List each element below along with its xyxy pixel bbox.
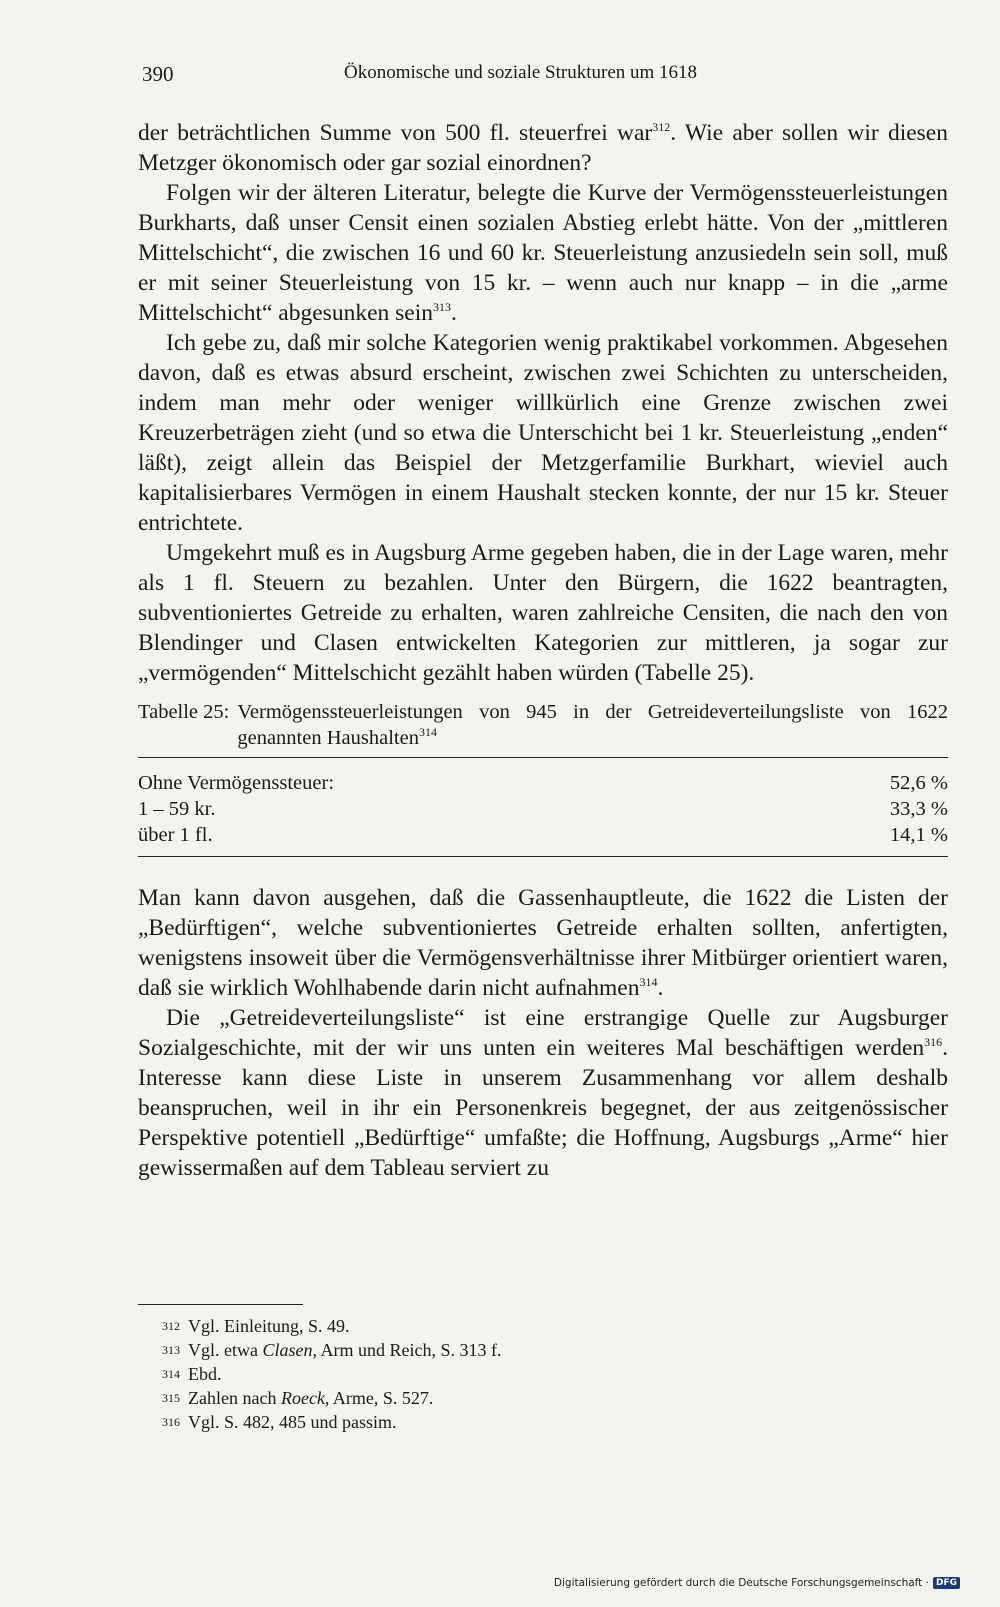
text-run: .: [657, 975, 664, 1001]
row-label: Ohne Vermögenssteuer:: [138, 772, 335, 794]
table-bottom-rule: [138, 856, 948, 857]
text-run: Arm und Reich, S. 313 f.: [317, 1340, 502, 1360]
footnote: [162, 1386, 502, 1410]
text-run: Die „Getreideverteilungsliste“ ist eine erstrangige Quelle zur Augsburger Sozialgeschichte, mit der wir uns unten ein weiteres Mal beschäftigen werden: [138, 1005, 948, 1061]
row-label: über 1 fl.: [138, 824, 213, 846]
text-run: Vgl. etwa: [188, 1340, 263, 1360]
table-row: [138, 770, 948, 796]
page-number: 390: [142, 62, 174, 86]
footnote: [162, 1410, 502, 1434]
author-name: Clasen,: [262, 1340, 317, 1360]
table-caption: [138, 699, 948, 751]
text-run: Arme, S. 527.: [329, 1388, 434, 1408]
table-caption-label: Tabelle 25:: [138, 701, 230, 723]
author-name: Roeck,: [280, 1388, 330, 1408]
footnote-ref: 314: [639, 975, 658, 990]
row-value: 14,1 %: [889, 824, 948, 846]
running-title: Ökonomische und soziale Strukturen um 1618: [344, 62, 698, 83]
paragraphs-after-table: [138, 883, 948, 1183]
footnote-ref: 316: [924, 1035, 943, 1050]
footnotes: [162, 1314, 502, 1434]
text-run: Vgl. S. 482, 485 und passim.: [188, 1412, 397, 1432]
paragraph: [138, 538, 948, 688]
text-run: Zahlen nach: [188, 1388, 281, 1408]
text-run: Man kann davon ausgehen, daß die Gassenhauptleute, die 1622 die Listen der „Bedürftigen“, welche subventioniertes Getreide erhalten sollten, anfertigten, wenigstens insoweit über die Vermögensverhältnisse ihrer Mitbürger orientiert waren, daß sie wirklich Wohlhabende darin nicht aufnahmen: [138, 885, 948, 1001]
credit-text: Digitalisierung gefördert durch die Deutsche Forschungsgemeinschaft ·: [553, 1577, 929, 1589]
table-row: [138, 796, 948, 822]
footnote-number: 314: [162, 1367, 180, 1381]
paragraph: [138, 118, 948, 178]
text-run: Umgekehrt muß es in Augsburg Arme gegeben haben, die in der Lage waren, mehr als 1 fl. Steuern zu bezahlen. Unter den Bürgern, die 1622 beantragten, subventioniertes Getreide zu erhalten, waren zahlreiche Censiten, die nach den von Blendinger und Clasen entwickelten Kategorien zur mittleren, ja sogar zur „vermögenden“ Mittelschicht gezählt haben würden (Tabelle 25).: [138, 540, 948, 686]
paragraph: [138, 1003, 948, 1183]
text-run: .: [450, 300, 457, 326]
footnote-number: 313: [162, 1343, 180, 1357]
footnote-ref: 312: [652, 120, 671, 135]
text-run: . Interesse kann diese Liste in unserem Zusammenhang vor allem deshalb beanspruchen, weil in ihr ein Personenkreis begegnet, der aus zeitgenössischer Perspektive potentiell „Bedürftige“ umfaßte; die Hoffnung, Augsburgs „Arme“ hier gewissermaßen auf dem Tableau serviert zu: [138, 1035, 948, 1181]
dfg-logo: DFG: [933, 1577, 960, 1589]
text-run: . Wie aber sollen wir diesen Metzger ökonomisch oder gar sozial einordnen?: [138, 120, 948, 176]
footnote-rule: [138, 1304, 303, 1305]
table-body: [138, 770, 948, 848]
text-run: Vgl. Einleitung, S. 49.: [188, 1316, 350, 1336]
footnote-number: 312: [162, 1319, 180, 1333]
paragraph: [138, 178, 948, 328]
footnote-number: 315: [162, 1391, 180, 1405]
text-run: Ebd.: [188, 1364, 222, 1384]
text-run: der beträchtlichen Summe von 500 fl. steuerfrei war: [138, 120, 653, 146]
digitization-credit: [554, 1577, 960, 1589]
table-top-rule: [138, 757, 948, 758]
paragraphs-before-table: [138, 118, 948, 688]
table-row: [138, 822, 948, 848]
row-value: 52,6 %: [889, 772, 948, 794]
paragraph: [138, 328, 948, 538]
footnote-number: 316: [162, 1415, 180, 1429]
paragraph: [138, 883, 948, 1003]
footnote: [162, 1338, 502, 1362]
text-run: Folgen wir der älteren Literatur, belegte die Kurve der Vermögenssteuerleistungen Burkharts, daß unser Censit einen sozialen Abstieg erlebt hätte. Von der „mittleren Mittelschicht“, die zwischen 16 und 60 kr. Steuerleistung anzusiedeln sein soll, muß er mit seiner Steuerleistung von 15 kr. – wenn auch nur knapp – in die „arme Mittelschicht“ abgesunken sein: [138, 180, 948, 326]
footnote: [162, 1314, 502, 1338]
footnote-ref: 313: [432, 300, 451, 315]
main-text: [138, 118, 948, 1183]
text-run: Ich gebe zu, daß mir solche Kategorien wenig praktikabel vorkommen. Abgesehen davon, daß es etwas absurd erscheint, zwischen zwei Schichten zu unterscheiden, indem man mehr oder weniger willkürlich eine Grenze zwischen zwei Kreuzerbeträgen zieht (und so etwa die Unterschicht bei 1 kr. Steuerleistung „enden“ läßt), zeigt allein das Beispiel der Metzgerfamilie Burkhart, wieviel auch kapitalisierbares Vermögen in einem Haushalt stecken konnte, der nur 15 kr. Steuer entrichtete.: [138, 330, 948, 536]
data-table: [138, 757, 948, 857]
footnote: [162, 1362, 502, 1386]
row-label: 1 – 59 kr.: [138, 798, 216, 820]
footnote-ref: 314: [418, 725, 437, 740]
row-value: 33,3 %: [889, 798, 948, 820]
table-caption-text: Vermögenssteuerleistungen von 945 in der Getreideverteilungsliste von 1622 genannten Haushalten$^{314}$: [237, 701, 948, 749]
